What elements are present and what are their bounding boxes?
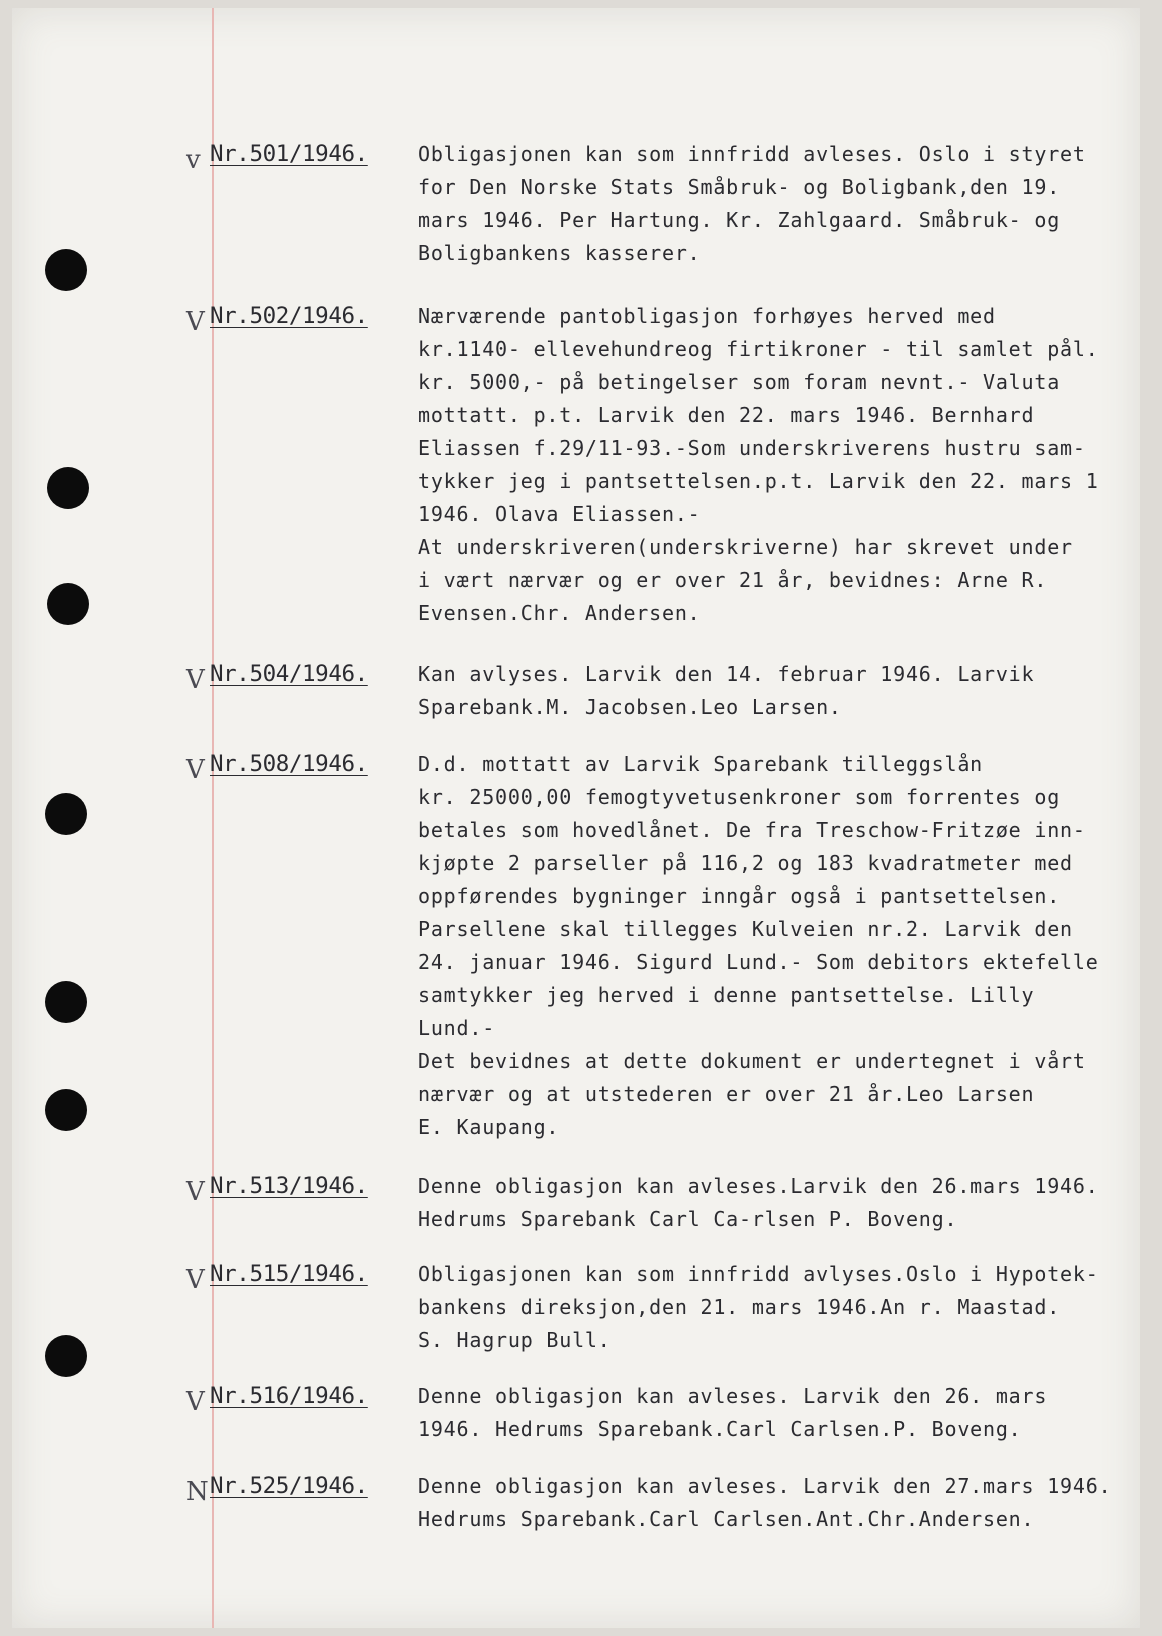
entry-number: Nr.502/1946. (210, 303, 368, 329)
text-line: samtykker jeg herved i denne pantsettelse. Lilly (418, 984, 1035, 1007)
text-line: mars 1946. Per Hartung. Kr. Zahlgaard. Småbruk- og (418, 209, 1061, 232)
check-mark: V (186, 1265, 205, 1295)
text-line: 24. januar 1946. Sigurd Lund.- Som debitors ektefelle (418, 951, 1099, 974)
text-line: Lund.- (418, 1017, 496, 1040)
text-line: Evensen.Chr. Andersen. (418, 602, 701, 625)
text-line: Denne obligasjon kan avleses.Larvik den 26.mars 1946. (418, 1175, 1099, 1198)
check-mark: V (186, 755, 205, 785)
punch-hole (47, 583, 89, 625)
entry-number: Nr.513/1946. (210, 1173, 368, 1199)
text-line: E. Kaupang. (418, 1116, 560, 1139)
text-line: tykker jeg i pantsettelsen.p.t. Larvik den 22. mars 1 (418, 470, 1099, 493)
check-mark: V (186, 307, 205, 337)
punch-hole (45, 981, 87, 1023)
punch-hole (45, 1335, 87, 1377)
entry-number: Nr.501/1946. (210, 141, 368, 167)
check-mark: V (186, 1177, 205, 1207)
punch-hole (45, 793, 87, 835)
entry-text (418, 753, 1130, 1149)
text-line: bankens direksjon,den 21. mars 1946.An r. Maastad. (418, 1296, 1061, 1319)
text-line: D.d. mottatt av Larvik Sparebank tilleggslån (418, 753, 984, 776)
text-line: Parsellene skal tillegges Kulveien nr.2. Larvik den (418, 918, 1073, 941)
text-line: kjøpte 2 parseller på 116,2 og 183 kvadratmeter med (418, 852, 1073, 875)
entry-text (418, 1475, 1130, 1541)
entry-number: Nr.508/1946. (210, 751, 368, 777)
entry-number: Nr.515/1946. (210, 1261, 368, 1287)
entry-number: Nr.504/1946. (210, 661, 368, 687)
text-line: Kan avlyses. Larvik den 14. februar 1946. Larvik (418, 663, 1035, 686)
text-line: Denne obligasjon kan avleses. Larvik den 27.mars 1946. (418, 1475, 1112, 1498)
punch-hole (45, 249, 87, 291)
entry-text (418, 663, 1130, 729)
text-line: Boligbankens kasserer. (418, 242, 701, 265)
text-line: 1946. Olava Eliassen.- (418, 503, 701, 526)
text-line: mottatt. p.t. Larvik den 22. mars 1946. Bernhard (418, 404, 1035, 427)
text-line: Nærværende pantobligasjon forhøyes herved med (418, 305, 996, 328)
entry-number: Nr.525/1946. (210, 1473, 368, 1499)
text-line: kr. 5000,- på betingelser som foram nevnt.- Valuta (418, 371, 1061, 394)
text-line: Hedrums Sparebank Carl Ca-rlsen P. Boveng. (418, 1208, 958, 1231)
entry-text (418, 143, 1130, 275)
entry-text (418, 1263, 1130, 1362)
punch-hole (45, 1089, 87, 1131)
check-mark: V (186, 665, 205, 695)
check-mark: V (186, 1387, 205, 1417)
ledger-page (12, 8, 1140, 1628)
check-mark: v (186, 145, 201, 175)
text-line: Hedrums Sparebank.Carl Carlsen.Ant.Chr.Andersen. (418, 1508, 1035, 1531)
text-line: oppførendes bygninger inngår også i pantsettelsen. (418, 885, 1061, 908)
text-line: i vært nærvær og er over 21 år, bevidnes: Arne R. (418, 569, 1048, 592)
check-mark: N (186, 1477, 209, 1507)
text-line: betales som hovedlånet. De fra Treschow-Fritzøe inn- (418, 819, 1086, 842)
entry-text (418, 305, 1130, 635)
text-line: Obligasjonen kan som innfridd avlyses.Oslo i Hypotek- (418, 1263, 1099, 1286)
text-line: Obligasjonen kan som innfridd avleses. Oslo i styret (418, 143, 1086, 166)
text-line: S. Hagrup Bull. (418, 1329, 611, 1352)
text-line: kr. 25000,00 femogtyvetusenkroner som forrentes og (418, 786, 1061, 809)
text-line: Denne obligasjon kan avleses. Larvik den 26. mars (418, 1385, 1048, 1408)
text-line: Sparebank.M. Jacobsen.Leo Larsen. (418, 696, 842, 719)
text-line: kr.1140- ellevehundreog firtikroner - til samlet pål. (418, 338, 1099, 361)
text-line: 1946. Hedrums Sparebank.Carl Carlsen.P. Boveng. (418, 1418, 1022, 1441)
entry-text (418, 1175, 1130, 1241)
text-line: nærvær og at utstederen er over 21 år.Leo Larsen (418, 1083, 1035, 1106)
punch-hole (47, 467, 89, 509)
entry-number: Nr.516/1946. (210, 1383, 368, 1409)
entry-text (418, 1385, 1130, 1451)
text-line: At underskriveren(underskriverne) har skrevet under (418, 536, 1073, 559)
text-line: Det bevidnes at dette dokument er undertegnet i vårt (418, 1050, 1086, 1073)
text-line: Eliassen f.29/11-93.-Som underskriverens hustru sam- (418, 437, 1086, 460)
text-line: for Den Norske Stats Småbruk- og Boligbank,den 19. (418, 176, 1061, 199)
